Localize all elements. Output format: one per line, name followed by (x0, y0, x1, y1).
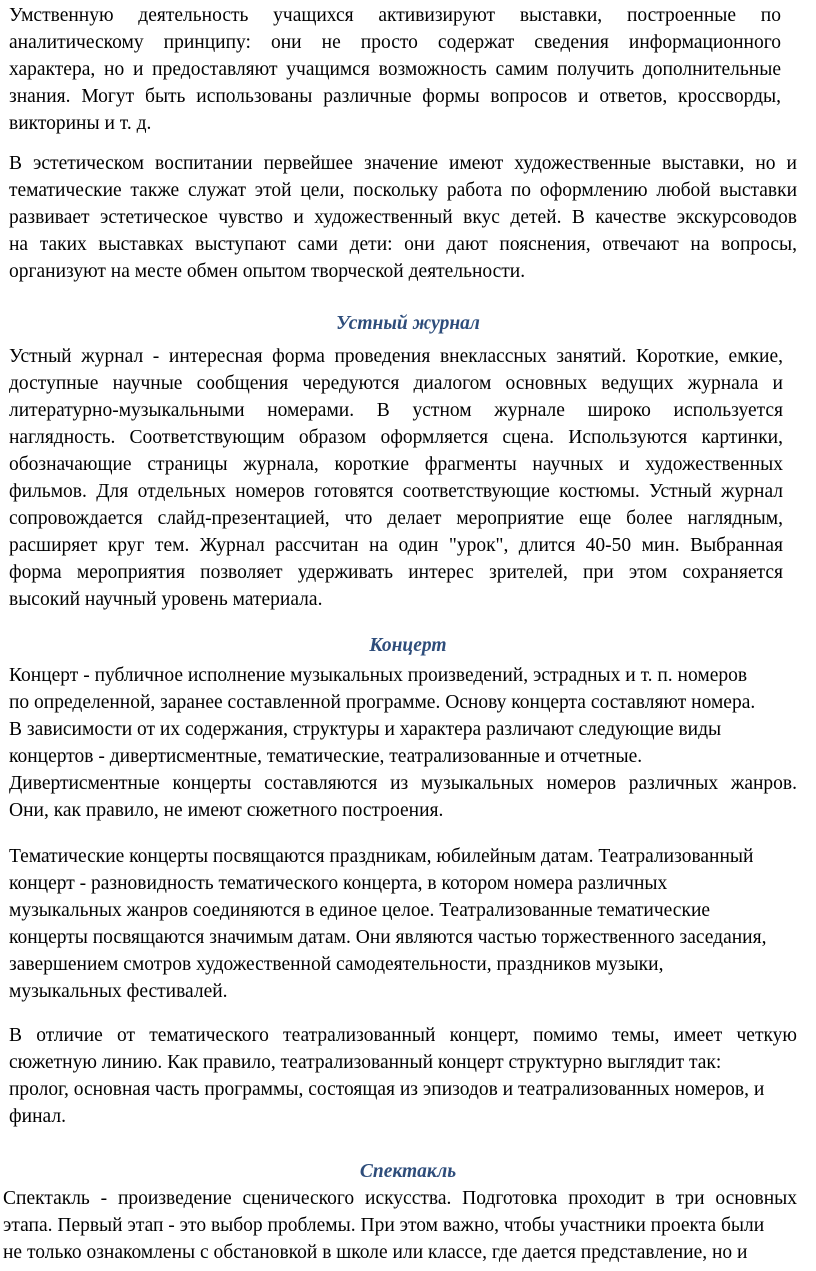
text-line: Концерт - публичное исполнение музыкальных произведений, эстрадных и т. п. номеров (9, 665, 748, 686)
text-line: организуют на месте обмен опытом творческой деятельности. (9, 261, 526, 282)
text-line: по определенной, заранее составленной программе. Основу концерта составляют номера. (9, 692, 756, 713)
text-line: высокий научный уровень материала. (9, 589, 323, 610)
text-line: В зависимости от их содержания, структуры и характера различают следующие виды (9, 719, 722, 740)
text-line: Они, как правило, не имеют сюжетного построения. (9, 800, 444, 821)
paragraph-aesthetic-education (9, 150, 797, 285)
text-line: завершением смотров художественной самодеятельности, праздников музыки, (9, 954, 664, 975)
text-line: на таких выставках выступают сами дети: они дают пояснения, отвечают на вопросы, (9, 234, 797, 255)
text-line: расширяет круг тем. Журнал рассчитан на один "урок", длится 40-50 мин. Выбранная (9, 535, 783, 556)
text-line: этапа. Первый этап - это выбор проблемы. При этом важно, чтобы участники проекта были (3, 1215, 765, 1236)
text-line: доступные научные сообщения чередуются диалогом основных ведущих журнала и (9, 373, 783, 394)
text-line: характера, но и предоставляют учащимся возможность самим получить дополнительные (9, 59, 781, 80)
text-line: сюжетную линию. Как правило, театрализованный концерт структурно выглядит так: (9, 1052, 722, 1073)
heading-oral-journal: Устный журнал (336, 313, 480, 334)
paragraph-theatrical-concert (9, 1022, 797, 1130)
text-line: Дивертисментные концерты составляются из музыкальных номеров различных жанров. (9, 773, 797, 794)
text-line: Тематические концерты посвящаются праздникам, юбилейным датам. Театрализованный (9, 846, 754, 867)
heading-concert: Концерт (369, 635, 447, 656)
text-line: не только ознакомлены с обстановкой в школе или классе, где дается представление, но и (3, 1242, 748, 1263)
text-line: концерты посвящаются значимым датам. Они являются частью торжественного заседания, (9, 927, 767, 948)
text-line: знания. Могут быть использованы различные формы вопросов и ответов, кроссворды, (9, 86, 781, 107)
text-line: Устный журнал - интересная форма проведения внеклассных занятий. Короткие, емкие, (9, 346, 783, 367)
text-line: пролог, основная часть программы, состоящая из эпизодов и театрализованных номеров, и (9, 1079, 765, 1100)
text-line: развивает эстетическое чувство и художественный вкус детей. В качестве экскурсоводов (9, 207, 797, 228)
text-line: концертов - дивертисментные, тематические, театрализованные и отчетные. (9, 746, 643, 767)
text-line: фильмов. Для отдельных номеров готовятся соответствующие костюмы. Устный журнал (9, 481, 783, 502)
text-line: викторины и т. д. (9, 113, 152, 134)
text-line: финал. (9, 1106, 66, 1127)
paragraph-performance (3, 1185, 797, 1266)
text-line: В отличие от тематического театрализованный концерт, помимо темы, имеет четкую (9, 1025, 797, 1046)
text-line: музыкальных жанров соединяются в единое целое. Театрализованные тематические (9, 900, 711, 921)
text-line: аналитическому принципу: они не просто содержат сведения информационного (9, 32, 781, 53)
text-line: концерт - разновидность тематического концерта, в котором номера различных (9, 873, 668, 894)
text-line: Умственную деятельность учащихся активизируют выставки, построенные по (9, 5, 781, 26)
paragraph-oral-journal (9, 343, 783, 613)
text-line: форма мероприятия позволяет удерживать интерес зрителей, при этом сохраняется (9, 562, 783, 583)
paragraph-exhibitions-analytical (9, 2, 781, 137)
text-line: тематические также служат этой цели, поскольку работа по оформлению любой выставки (9, 180, 797, 201)
text-line: Спектакль - произведение сценического искусства. Подготовка проходит в три основных (3, 1188, 797, 1209)
text-line: сопровождается слайд-презентацией, что делает мероприятие еще более наглядным, (9, 508, 783, 529)
heading-performance: Спектакль (359, 1161, 457, 1182)
text-line: В эстетическом воспитании первейшее значение имеют художественные выставки, но и (9, 153, 797, 174)
paragraph-concert-definition (9, 662, 797, 824)
text-line: музыкальных фестивалей. (9, 981, 228, 1002)
text-line: литературно-музыкальными номерами. В устном журнале широко используется (9, 400, 783, 421)
paragraph-thematic-concerts (9, 843, 801, 1005)
text-line: обозначающие страницы журнала, короткие фрагменты научных и художественных (9, 454, 783, 475)
text-line: наглядность. Соответствующим образом оформляется сцена. Используются картинки, (9, 427, 783, 448)
